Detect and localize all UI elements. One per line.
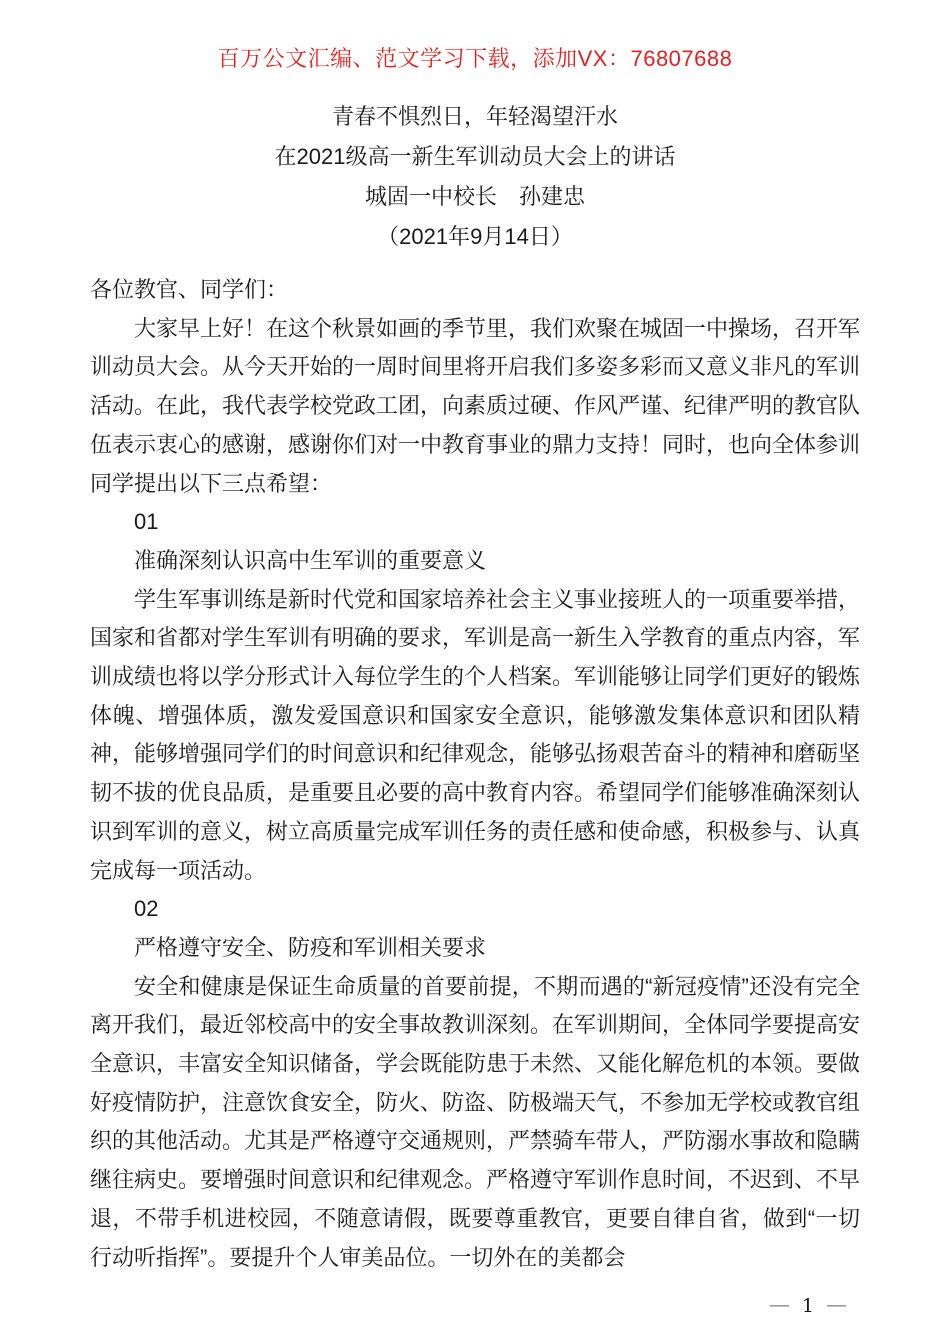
section-heading: 严格遵守安全、防疫和军训相关要求 (134, 934, 487, 960)
doc-author: 城固一中校长 孙建忠 (364, 184, 585, 209)
section-heading: 准确深刻认识高中生军训的重要意义 (134, 547, 487, 573)
page-number-value: 1 (801, 1295, 814, 1317)
paragraph: 安全和健康是保证生命质量的首要前提，不期而遇的“新冠疫情”还没有完全离开我们，最近邻校高中的安全事故教训深刻。在军训期间，全体同学要提高安全意识，丰富安全知识储备，学会既能防患于未然、又能化解危机的本领。要做好疫情防护，注意饮食安全，防火、防盗、防极端天气，不参加无学校或教官组织的其他活动。尤其是严格遵守交通规则，严禁骑车带人，严防溺水事故和隐瞒继往病史。要增强时间意识和纪律观念。严格遵守军训作息时间，不迟到、不早退，不带手机进校园，不随意请假，既要尊重教官，更要自律自省，做到“一切行动听指挥”。要提升个人审美品位。一切外在的美都会 (90, 973, 861, 1270)
doc-body (90, 271, 860, 1277)
section-number: 01 (134, 509, 159, 535)
doc-title: 青春不惧烈日，年轻渴望汗水 (331, 104, 618, 129)
paragraph: 学生军事训练是新时代党和国家培养社会主义事业接班人的一项重要举措，国家和省都对学生军训有明确的要求，军训是高一新生入学教育的重点内容，军训成绩也将以学分形式计入每位学生的个人档案。军训能够让同学们更好的锻炼体魄、增强体质，激发爱国意识和国家安全意识，能够激发集体意识和团队精神，能够增强同学们的时间意识和纪律观念，能够弘扬艰苦奋斗的精神和磨砺坚韧不拔的优良品质，是重要且必要的高中教育内容。希望同学们能够准确深刻认识到军训的意义，树立高质量完成军训任务的责任感和使命感，积极参与、认真完成每一项活动。 (90, 586, 861, 883)
watermark-ad-text: 百万公文汇编、范文学习下载，添加VX：76807688 (217, 46, 733, 71)
salutation: 各位教官、同学们： (90, 277, 289, 302)
paragraph: 大家早上好！在这个秋景如画的季节里，我们欢聚在城固一中操场，召开军训动员大会。从今天开始的一周时间里将开启我们多姿多彩而又意义非凡的军训活动。在此，我代表学校党政工团，向素质过硬、作风严谨、纪律严明的教官队伍表示衷心的感谢，感谢你们对一中教育事业的鼎力支持！同时，也向全体参训同学提出以下三点希望： (90, 315, 861, 496)
section-number: 02 (134, 896, 159, 922)
doc-date: （2021年9月14日） (377, 224, 573, 249)
page-number-dash-left: — (769, 1295, 789, 1316)
doc-subtitle: 在2021级高一新生军训动员大会上的讲话 (274, 144, 676, 169)
title-block (90, 97, 860, 257)
page-number-dash-right: — (827, 1295, 846, 1316)
page-number (770, 1294, 846, 1318)
